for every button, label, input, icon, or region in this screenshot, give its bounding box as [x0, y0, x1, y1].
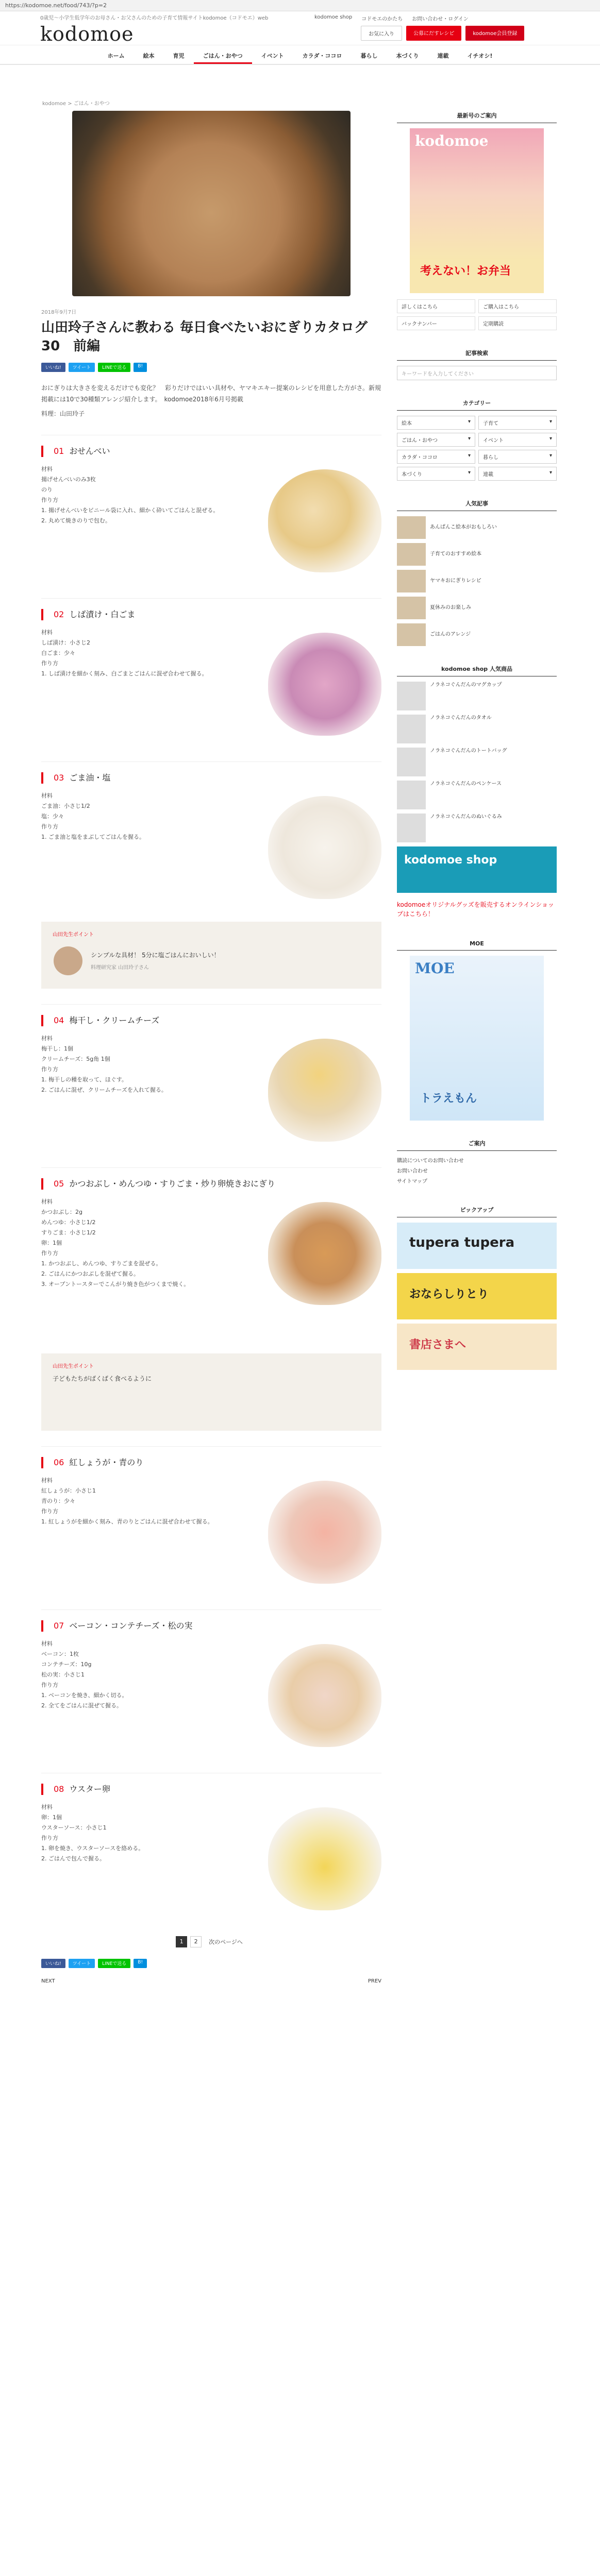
shop-item[interactable]: ノラネコぐんだんのトートバッグ — [397, 748, 557, 776]
category-box — [397, 396, 557, 481]
top-link-login[interactable]: お問い合わせ・ログイン — [412, 16, 469, 22]
facebook-share[interactable]: いいね! — [41, 1959, 65, 1968]
shop-banner-text[interactable]: kodomoeオリジナルグッズを販売するオンラインショップはこちら！ — [397, 901, 554, 918]
nav-ikuji[interactable]: 育児 — [173, 53, 185, 59]
info-link[interactable]: お問い合わせ — [397, 1168, 428, 1174]
author-avatar — [54, 946, 82, 975]
category-select[interactable]: 暮らし ▾ — [478, 450, 557, 464]
article-date: 2018年9月7日 — [41, 310, 77, 315]
article-title: 山田玲子さんに教わる 毎日食べたいおにぎりカタログ30 前編 — [41, 320, 368, 354]
onigiri-photo — [268, 633, 381, 736]
top-link-about[interactable]: コドモエのかたち — [361, 16, 403, 22]
onigiri-photo — [268, 1807, 381, 1910]
recipe-body: 材料 かつおぶし：2g めんつゆ：小さじ1/2 すりごま：小さじ1/2 卵：1個 作り方 1. かつおぶし、めんつゆ、すりごまを混ぜる。 2. ごはんにかつおぶしを混ぜて握る。 3. オーブントースターでこんがり焼き色がつくまで焼く。 — [41, 1198, 190, 1287]
shop-thumb — [397, 715, 426, 743]
share-buttons-bottom — [41, 1959, 381, 1968]
site-logo[interactable]: kodomoe — [40, 23, 134, 45]
shop-thumb — [397, 748, 426, 776]
info-box — [397, 1136, 557, 1187]
chevron-down-icon: ▾ — [549, 453, 552, 459]
pickup-banner[interactable]: tupera tupera — [397, 1223, 557, 1269]
onigiri-photo — [268, 1481, 381, 1584]
line-share[interactable]: LINEで送る — [98, 1959, 130, 1968]
ranking-thumb — [397, 516, 426, 539]
sidebar-heading: カテゴリー — [397, 396, 557, 411]
mag-detail-link[interactable]: 詳しくはこちら — [397, 299, 475, 313]
onigiri-photo — [268, 1644, 381, 1747]
lead-credit: 料理：山田玲子 — [41, 410, 85, 417]
recipe-title: 05 かつおぶし・めんつゆ・すりごま・炒り卵焼きおにぎり — [41, 1178, 381, 1190]
category-selects — [397, 416, 557, 481]
chevron-down-icon: ▾ — [468, 419, 471, 425]
favorite-button[interactable]: お気に入り — [361, 26, 402, 41]
chevron-down-icon: ▾ — [468, 470, 471, 476]
nav-body[interactable]: カラダ・ココロ — [302, 53, 342, 59]
nav-series[interactable]: 連載 — [437, 53, 449, 59]
onigiri-photo — [268, 796, 381, 899]
page-2[interactable]: 2 — [190, 1936, 202, 1947]
magazine-box — [397, 108, 557, 330]
ranking-thumb — [397, 623, 426, 646]
hatena-share[interactable]: B! — [134, 363, 147, 372]
recipe-button[interactable]: 公募にだすレシピ — [406, 26, 461, 41]
next-page-link[interactable]: 次のページへ — [209, 1939, 243, 1945]
moe-cover[interactable]: MOE トラえもん — [410, 956, 544, 1121]
ranking-item[interactable]: ヤマキおにぎりレシピ — [397, 570, 557, 592]
tip-label: 山田先生ポイント — [53, 1364, 94, 1369]
recipe-title: 03 ごま油・塩 — [41, 772, 381, 784]
recipe-title: 08 ウスター卵 — [41, 1784, 381, 1795]
nav-food[interactable]: ごはん・おやつ — [194, 46, 252, 64]
recipe-item — [41, 598, 381, 746]
lead-text: おにぎりは大きさを変えるだけでも変化？ 彩りだけではいい具材や、ヤマキエキー提案のレシピを用意した方がさ。新規掲載には10で30種類アレンジ紹介します。 kodomoe2018年6月号掲載 — [41, 384, 381, 403]
shop-item[interactable]: ノラネコぐんだんのマグカップ — [397, 682, 557, 710]
tip-text: シンプルな具材！ 5分に塩ごはんにおいしい！ — [91, 952, 220, 959]
share-buttons — [41, 363, 381, 372]
ranking-item[interactable]: 夏休みのお楽しみ — [397, 597, 557, 619]
nav-ehon[interactable]: 絵本 — [143, 53, 155, 59]
search-input[interactable]: キーワードを入力してください — [397, 366, 557, 380]
pickup-box — [397, 1202, 557, 1370]
tip-author: 料理研究家 山田玲子さん — [91, 965, 149, 971]
chevron-down-icon: ▾ — [549, 436, 552, 442]
nav-life[interactable]: 暮らし — [360, 53, 378, 59]
category-select[interactable]: イベント ▾ — [478, 433, 557, 447]
nav-event[interactable]: イベント — [261, 53, 284, 59]
nav-book[interactable]: 本づくり — [396, 53, 419, 59]
page-1[interactable]: 1 — [176, 1936, 187, 1947]
ranking-thumb — [397, 597, 426, 619]
recipe-body: 材料 紅しょうが：小さじ1 青のり：少々 作り方 1. 紅しょうがを細かく刻み、青のりとごはんに混ぜ合わせて握る。 — [41, 1477, 213, 1525]
onigiri-photo — [268, 469, 381, 572]
chevron-down-icon: ▾ — [468, 436, 471, 442]
onigiri-photo — [268, 1039, 381, 1142]
recipe-body: 材料 梅干し：1個 クリームチーズ：5g角 1個 作り方 1. 梅干しの種を取って、ほぐす。 2. ごはんに混ぜ、クリームチーズを入れて握る。 — [41, 1035, 167, 1093]
tagline: 0歳児〜小学生低学年のお母さん・お父さんのための子育て情報サイトkodomoe（コドモエ）web — [40, 15, 269, 21]
category-select[interactable]: 子育て ▾ — [478, 416, 557, 430]
article — [41, 111, 381, 1984]
ranking-thumb — [397, 543, 426, 566]
category-select[interactable]: ごはん・おやつ ▾ — [397, 433, 475, 447]
next-link[interactable]: PREV — [368, 1978, 381, 1984]
pagination — [41, 1936, 381, 1947]
twitter-share[interactable]: ツイート — [69, 363, 95, 372]
mag-back-link[interactable]: バックナンバー — [397, 316, 475, 330]
recipe-item — [41, 1609, 381, 1757]
hatena-share[interactable]: B! — [134, 1959, 147, 1968]
recipe-item — [41, 1773, 381, 1921]
recipe-body: 材料 ごま油：小さじ1/2 塩：少々 作り方 1. ごま油と塩をまぶしてごはんを握る。 — [41, 792, 145, 840]
category-select[interactable]: 絵本 ▾ — [397, 416, 475, 430]
recipe-item — [41, 761, 381, 909]
recipe-body: 材料 ベーコン：1枚 コンテチーズ：10g 松の実：小さじ1 作り方 1. ベーコンを焼き、細かく切る。 2. 全てをごはんに混ぜて握る。 — [41, 1640, 128, 1709]
nav-pick[interactable]: イチオシ! — [467, 53, 493, 59]
main-nav — [0, 46, 600, 65]
recipe-title: 06 紅しょうが・青のり — [41, 1457, 381, 1468]
magazine-links — [397, 299, 557, 330]
line-share[interactable]: LINEで送る — [98, 363, 130, 372]
shop-thumb — [397, 814, 426, 842]
recipe-item — [41, 1004, 381, 1152]
ranking-thumb — [397, 570, 426, 592]
mag-buy-link[interactable]: ご購入はこちら — [478, 299, 557, 313]
info-link[interactable]: サイトマップ — [397, 1179, 427, 1184]
hero-image — [72, 111, 351, 296]
pickup-banner[interactable]: 書店さまへ — [397, 1324, 557, 1370]
shop-thumb — [397, 781, 426, 809]
facebook-share[interactable]: いいね! — [41, 363, 65, 372]
recipe-item — [41, 1167, 381, 1341]
recipe-item — [41, 1446, 381, 1594]
category-select[interactable]: 連載 ▾ — [478, 467, 557, 481]
nav-home[interactable]: ホーム — [107, 53, 125, 59]
ranking-box — [397, 496, 557, 646]
top-link-shop[interactable]: kodomoe shop — [314, 14, 353, 20]
recipe-item — [41, 435, 381, 583]
shop-item[interactable]: ノラネコぐんだんのタオル — [397, 715, 557, 743]
ranking-item[interactable]: 子育てのおすすめ絵本 — [397, 543, 557, 566]
tip-box — [41, 1353, 381, 1431]
twitter-share[interactable]: ツイート — [69, 1959, 95, 1968]
recipe-body: 材料 揚げせんべいのみ3枚 のり 作り方 1. 揚げせんべいをビニール袋に入れ、細かく砕いてごはんと混ぜる。 2. 丸めて焼きのりで包む。 — [41, 466, 219, 524]
shop-thumb — [397, 682, 426, 710]
tip-box — [41, 922, 381, 989]
sidebar-heading: 人気記事 — [397, 496, 557, 511]
sidebar-heading: 記事検索 — [397, 346, 557, 361]
tip-text: 子どもたちがばくばく食べるように — [53, 1375, 152, 1382]
magazine-cover[interactable]: kodomoe 考えない！お弁当 — [410, 128, 544, 293]
prev-link[interactable]: NEXT — [41, 1978, 55, 1984]
ranking-item[interactable]: ごはんのアレンジ — [397, 623, 557, 646]
pickup-banner[interactable]: おならしりとり — [397, 1273, 557, 1319]
url-bar[interactable]: https://kodomoe.net/food/743/?p=2 — [0, 0, 600, 11]
site-header — [0, 11, 600, 45]
top-buttons — [361, 26, 524, 41]
sidebar-heading: MOE — [397, 937, 557, 951]
info-link[interactable]: 購読についてのお問い合わせ — [397, 1158, 464, 1164]
top-links — [314, 14, 469, 22]
chevron-down-icon: ▾ — [549, 419, 552, 425]
recipe-title: 04 梅干し・クリームチーズ — [41, 1015, 381, 1026]
breadcrumb[interactable]: kodomoe > ごはん・おやつ — [42, 101, 110, 107]
ranking-item[interactable]: あんぱんこ絵本がおもしろい — [397, 516, 557, 539]
prev-next — [41, 1978, 381, 1984]
recipe-title: 01 おせんべい — [41, 446, 381, 457]
register-button[interactable]: kodomoe会員登録 — [465, 26, 524, 41]
shop-item[interactable]: ノラネコぐんだんのペンケース — [397, 781, 557, 809]
shop-box — [397, 662, 557, 922]
sidebar-heading: kodomoe shop 人気商品 — [397, 662, 557, 676]
sidebar-heading: ピックアップ — [397, 1202, 557, 1217]
shop-banner[interactable]: kodomoe shop — [397, 846, 557, 893]
shop-item[interactable]: ノラネコぐんだんのぬいぐるみ — [397, 814, 557, 842]
recipe-body: 材料 卵：1個 ウスターソース：小さじ1 作り方 1. 卵を焼き、ウスターソースを絡める。 2. ごはんで包んで握る。 — [41, 1804, 144, 1862]
recipe-body: 材料 しば漬け：小さじ2 白ごま：少々 作り方 1. しば漬けを細かく刻み、白ごまとごはんに混ぜ合わせて握る。 — [41, 629, 208, 677]
recipe-title: 02 しば漬け・白ごま — [41, 609, 381, 620]
sidebar-heading: 最新号のご案内 — [397, 108, 557, 123]
sidebar-heading: ご案内 — [397, 1136, 557, 1151]
chevron-down-icon: ▾ — [468, 453, 471, 459]
chevron-down-icon: ▾ — [549, 470, 552, 476]
moe-box — [397, 937, 557, 1121]
search-box — [397, 346, 557, 380]
recipe-title: 07 ベーコン・コンテチーズ・松の実 — [41, 1620, 381, 1632]
mag-sub-link[interactable]: 定期購読 — [478, 316, 557, 330]
category-select[interactable]: 本づくり ▾ — [397, 467, 475, 481]
tip-label: 山田先生ポイント — [53, 932, 94, 938]
sidebar — [397, 108, 557, 1385]
category-select[interactable]: カラダ・ココロ ▾ — [397, 450, 475, 464]
onigiri-photo — [268, 1202, 381, 1305]
